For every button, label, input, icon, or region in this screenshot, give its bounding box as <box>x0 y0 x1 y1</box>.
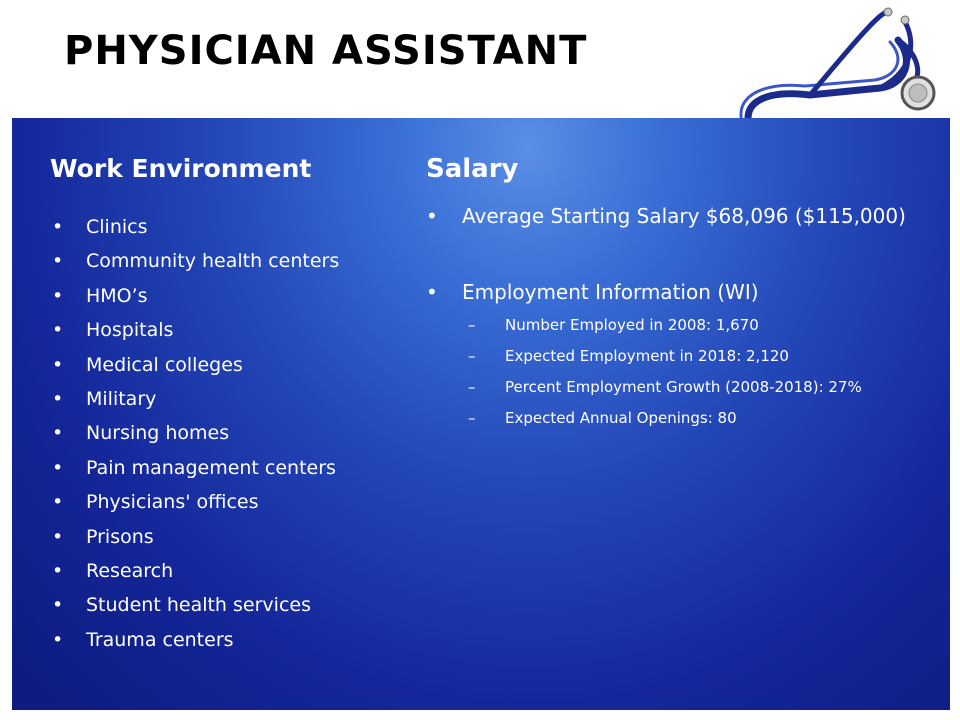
work-environment-heading: Work Environment <box>50 154 312 183</box>
bullet: • <box>426 280 438 304</box>
bullet: • <box>52 250 64 273</box>
list-item <box>52 629 339 663</box>
average-salary-item <box>426 204 906 228</box>
list-item-label: Trauma centers <box>86 628 234 651</box>
sub-list-item <box>468 378 862 409</box>
list-item-label: Community health centers <box>86 250 340 273</box>
list-item <box>52 354 339 388</box>
sub-list-item-label: Number Employed in 2008: 1,670 <box>505 316 759 334</box>
list-item-label: Hospitals <box>86 319 174 342</box>
bullet: • <box>52 559 64 582</box>
bullet: • <box>52 628 64 651</box>
bullet: • <box>52 491 64 514</box>
slide-title: PHYSICIAN ASSISTANT <box>64 28 588 74</box>
work-environment-list <box>52 216 339 663</box>
bullet: • <box>52 387 64 410</box>
list-item <box>52 319 339 353</box>
sub-list-item <box>468 347 862 378</box>
content-panel <box>12 118 950 710</box>
bullet: • <box>52 216 64 238</box>
bullet: • <box>52 525 64 548</box>
bullet: • <box>426 204 438 228</box>
sub-list-item <box>468 316 862 347</box>
list-item <box>52 594 339 628</box>
list-item <box>52 285 339 319</box>
employment-sub-list <box>468 316 862 440</box>
list-item-label: Clinics <box>86 216 148 238</box>
list-item-label: Military <box>86 387 157 410</box>
bullet: • <box>52 284 64 307</box>
list-item <box>52 388 339 422</box>
dash: – <box>468 347 476 365</box>
dash: – <box>468 378 476 396</box>
list-item-label: HMO’s <box>86 284 148 307</box>
bullet: • <box>52 456 64 479</box>
list-item-label: Student health services <box>86 594 311 617</box>
sub-list-item <box>468 409 862 440</box>
average-salary-text: Average Starting Salary $68,096 ($115,000) <box>462 204 906 228</box>
list-item-label: Nursing homes <box>86 422 230 445</box>
list-item-label: Medical colleges <box>86 353 243 376</box>
employment-info-item <box>426 280 759 304</box>
bullet: • <box>52 594 64 617</box>
sub-list-item-label: Percent Employment Growth (2008-2018): 27% <box>505 378 862 396</box>
salary-heading: Salary <box>426 154 519 184</box>
list-item <box>52 526 339 560</box>
bullet: • <box>52 319 64 342</box>
list-item-label: Research <box>86 559 174 582</box>
list-item-label: Pain management centers <box>86 456 336 479</box>
employment-info-text: Employment Information (WI) <box>462 280 759 304</box>
list-item <box>52 250 339 284</box>
bullet: • <box>52 422 64 445</box>
list-item <box>52 422 339 456</box>
dash: – <box>468 316 476 334</box>
list-item <box>52 491 339 525</box>
list-item-label: Physicians' offices <box>86 491 259 514</box>
list-item <box>52 457 339 491</box>
list-item <box>52 216 339 250</box>
sub-list-item-label: Expected Annual Openings: 80 <box>505 409 737 427</box>
list-item <box>52 560 339 594</box>
bullet: • <box>52 353 64 376</box>
sub-list-item-label: Expected Employment in 2018: 2,120 <box>505 347 789 365</box>
list-item-label: Prisons <box>86 525 154 548</box>
dash: – <box>468 409 476 427</box>
